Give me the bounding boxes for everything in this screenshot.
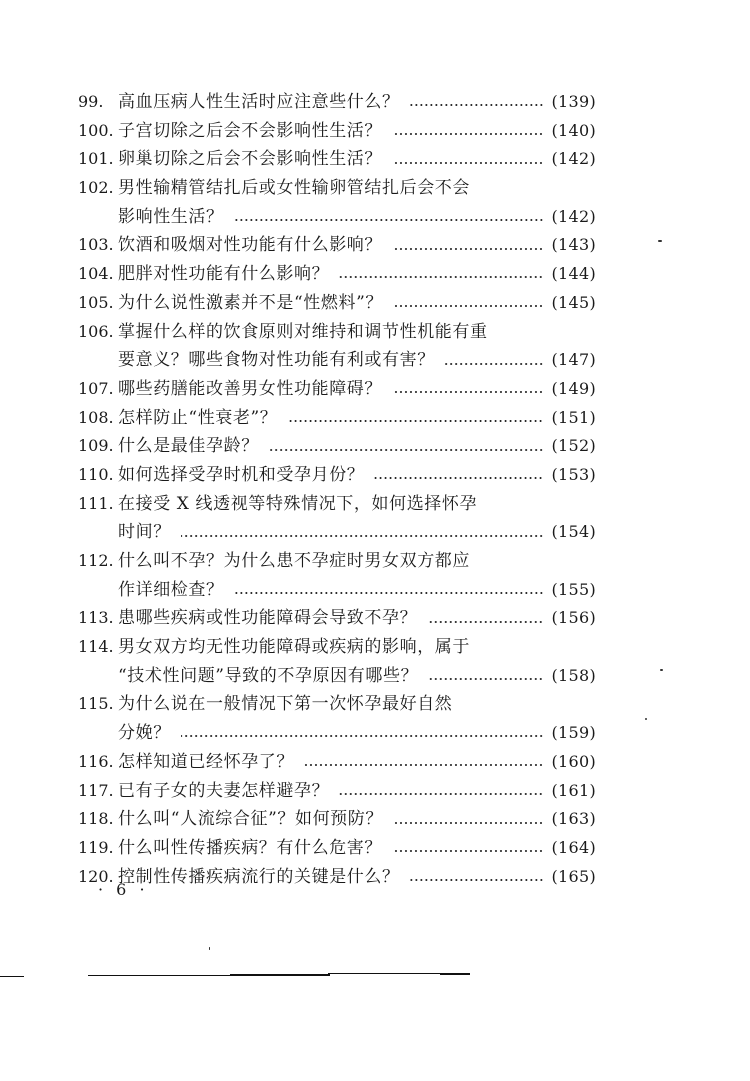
toc-entry-page: (156) [551,608,596,628]
toc-entry-title: 什么叫性传播疾病？有什么危害？ [118,837,382,858]
dot-leader [374,477,543,479]
toc-entry-page: (153) [551,464,596,484]
toc-entry-title: 已有子女的夫妻怎样避孕？ [118,780,330,801]
toc-entry-page: (145) [551,292,596,312]
toc-entry-number: 102. [78,178,114,198]
dot-leader [181,735,544,737]
toc-entry-title: 高血压病人性生活时应注意些什么？ [118,92,400,112]
toc-entry-page: (140) [551,120,596,140]
toc-entry-page: (159) [551,723,596,743]
toc-entry-number: 113. [78,608,114,628]
dot-leader [392,133,543,135]
toc-entry [78,604,596,633]
dot-leader [339,276,543,278]
dot-leader [445,363,544,365]
toc-entry [78,863,596,892]
toc-entry-number: 108. [78,407,114,427]
toc-entry-title: 控制性传播疾病流行的关键是什么？ [118,866,400,887]
toc-entry [78,231,596,260]
toc-entry-number: 117. [78,780,114,800]
toc-entry-number: 112. [78,551,114,570]
toc-entry-title: “技术性问题”导致的不孕原因有哪些？ [118,665,419,686]
dot-leader [392,850,543,852]
toc-entry-title: 为什么说在一般情况下第一次怀孕最好自然 [118,694,453,715]
toc-entry [78,117,596,146]
toc-entry [78,490,596,519]
dot-leader [410,104,544,106]
toc-entry-number: 109. [78,436,114,456]
dot-leader [339,793,543,795]
scan-rule-left [0,976,24,977]
toc-entry-title: 要意义？哪些食物对性功能有利或有害？ [118,350,435,371]
toc-entry-continuation [78,518,596,547]
toc-entry-title: 什么是最佳孕龄？ [118,436,259,457]
toc-entry-number: 103. [78,235,114,255]
toc-entry [78,633,596,662]
toc-entry [78,547,596,576]
toc-entry-number: 116. [78,751,114,771]
toc-entry-page: (149) [551,378,596,398]
toc-entry [78,432,596,461]
toc-entry [78,748,596,777]
toc-entry-page: (155) [551,579,596,599]
toc-entry-page: (154) [551,522,596,542]
dot-leader [287,420,543,422]
toc-entry-number: 99. [78,92,104,111]
toc-entry [78,375,596,404]
table-of-contents [78,88,596,891]
toc-entry-number: 101. [78,149,114,169]
toc-entry-title: 掌握什么样的饮食原则对维持和调节性机能有重 [118,321,488,342]
toc-entry [78,404,596,433]
dot-leader [427,621,543,623]
toc-entry-page: (147) [551,350,596,370]
toc-entry-page: (164) [551,837,596,857]
toc-entry-title: 影响性生活？ [118,206,224,227]
toc-entry-number: 105. [78,292,114,312]
toc-entry-number: 111. [78,493,114,513]
toc-entry-page: (139) [551,92,596,111]
toc-entry-title: 怎样防止“性衰老”？ [118,407,278,428]
toc-entry-number: 106. [78,321,114,341]
toc-entry-title: 在接受 X 线透视等特殊情况下，如何选择怀孕 [118,493,478,514]
dot-leader [393,305,543,307]
dot-leader [234,219,544,221]
dot-leader [304,764,543,766]
toc-entry-number: 110. [78,464,114,484]
toc-entry-number: 120. [78,866,114,886]
dot-leader [181,535,544,537]
toc-entry-page: (144) [551,264,596,284]
dot-leader [234,592,544,594]
toc-entry-page: (142) [551,206,596,226]
toc-entry-title: 饮酒和吸烟对性功能有什么影响？ [118,235,382,256]
dot-leader [393,822,543,824]
toc-entry-title: 患哪些疾病或性功能障碍会导致不孕？ [118,608,418,629]
dot-leader [269,449,544,451]
toc-entry-number: 100. [78,120,114,140]
dot-leader [410,879,544,881]
toc-entry-title: 男女双方均无性功能障碍或疾病的影响，属于 [118,637,470,658]
scan-rule-thick [230,974,330,976]
toc-entry-title: 男性输精管结扎后或女性输卵管结扎后会不会 [118,178,470,199]
toc-entry-page: (165) [551,866,596,886]
toc-entry-page: (143) [551,235,596,255]
toc-entry [78,174,596,203]
dot-leader [428,678,543,680]
toc-entry [78,777,596,806]
toc-entry-title: 卵巢切除之后会不会影响性生活？ [118,149,382,170]
scan-speck [660,669,663,671]
toc-entry-number: 107. [78,378,114,398]
toc-entry-number: 104. [78,264,114,284]
scan-speck [209,947,210,950]
toc-entry-title: 时间？ [118,522,171,543]
page-number: · 6 · [98,880,149,899]
toc-entry [78,834,596,863]
toc-entry-page: (158) [551,665,596,685]
dot-leader [392,391,543,393]
toc-entry-title: 什么叫“人流综合征”？如何预防？ [118,809,383,830]
toc-entry-number: 119. [78,837,114,857]
toc-entry-page: (163) [551,809,596,829]
toc-entry-page: (160) [551,751,596,771]
toc-entry-title: 肥胖对性功能有什么影响？ [118,264,330,285]
toc-entry-number: 115. [78,694,114,714]
toc-entry-continuation [78,203,596,232]
toc-entry [78,260,596,289]
toc-entry [78,318,596,347]
scan-speck [658,240,662,242]
toc-entry-title: 如何选择受孕时机和受孕月份？ [118,464,365,485]
toc-entry [78,690,596,719]
toc-entry-title: 子宫切除之后会不会影响性生活？ [118,120,382,141]
toc-entry-title: 作详细检查？ [118,579,224,600]
toc-entry-page: (161) [551,780,596,800]
toc-entry-title: 怎样知道已经怀孕了？ [118,751,294,772]
toc-entry [78,805,596,834]
toc-entry-page: (142) [551,149,596,169]
toc-entry [78,289,596,318]
toc-entry [78,461,596,490]
scan-rule-end [440,973,470,975]
toc-entry-title: 分娩？ [118,723,171,744]
toc-entry-continuation [78,719,596,748]
toc-entry-page: (151) [551,407,596,427]
toc-entry-continuation [78,662,596,691]
toc-entry-continuation [78,346,596,375]
toc-entry-title: 为什么说性激素并不是“性燃料”？ [118,292,383,313]
toc-entry-continuation [78,576,596,605]
toc-entry-title: 哪些药膳能改善男女性功能障碍？ [118,378,382,399]
dot-leader [392,162,543,164]
toc-entry [78,145,596,174]
dot-leader [392,248,543,250]
toc-entry-title: 什么叫不孕？为什么患不孕症时男女双方都应 [118,551,470,571]
scan-speck [645,718,647,720]
toc-entry-number: 118. [78,809,114,829]
toc-entry-page: (152) [551,436,596,456]
toc-entry-number: 114. [78,637,114,657]
toc-entry [78,88,596,117]
